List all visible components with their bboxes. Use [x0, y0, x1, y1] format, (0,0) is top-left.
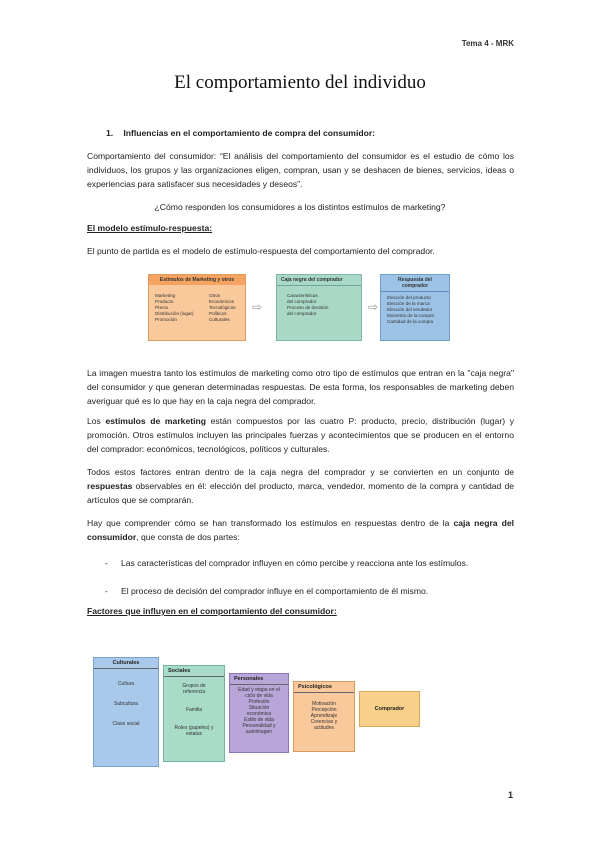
stimuli-col1-item: Promoción — [155, 317, 177, 322]
paragraph-start: El punto de partida es el modelo de estímulo-respuesta del comportamiento del comprador. — [87, 246, 435, 256]
text-run: Los — [87, 416, 106, 426]
factors-diagram — [93, 655, 423, 770]
response-items — [387, 295, 434, 325]
paragraph-factores — [87, 465, 514, 507]
paragraph-imagen: La imagen muestra tanto los estímulos de marketing como otro tipo de estímulos que entran en la "caja negra" del consumidor y que generan determinadas respuestas. De esta forma, los responsables de marketing deben averiguar qué es lo que hay en la caja negra del comprador. — [87, 368, 514, 406]
psicologicos-box — [293, 681, 355, 752]
culturales-item: Clase social — [112, 721, 140, 727]
bold-term: estímulos de marketing — [105, 416, 206, 426]
list-item — [87, 556, 514, 570]
blackbox-item: del comprador — [287, 299, 317, 304]
response-item: Cantidad de la compra — [387, 319, 434, 324]
page-title: El comportamiento del individuo — [174, 72, 426, 93]
stimuli-col1 — [155, 293, 194, 323]
section-heading — [106, 128, 375, 138]
list-item-text: El proceso de decisión del comprador influye en el comportamiento de él mismo. — [121, 586, 429, 596]
subheading-factors: Factores que influyen en el comportamiento del consumidor: — [87, 606, 337, 616]
stimuli-col1-item: Distribución (lugar) — [155, 311, 194, 316]
comprador-title: Comprador — [374, 706, 405, 712]
stimuli-col2-item: Económicos — [209, 299, 235, 304]
psicologicos-item: Motivación — [312, 701, 336, 707]
section-number: 1. — [106, 128, 114, 138]
stimuli-box — [148, 274, 246, 341]
bold-term: respuestas — [87, 481, 133, 491]
question-line: ¿Cómo responden los consumidores a los distintos estímulos de marketing? — [154, 202, 446, 212]
response-box — [380, 274, 450, 341]
response-title: Respuesta del comprador — [381, 275, 449, 292]
culturales-item: Cultura — [117, 681, 135, 687]
header-tag: Tema 4 - MRK — [461, 39, 514, 48]
response-item: Momento de la compra — [387, 313, 434, 318]
personales-item: Estilo de vida — [244, 717, 274, 723]
personales-item: Edad y etapa en el ciclo de vida — [238, 687, 280, 699]
response-item: Elección del producto — [387, 295, 431, 300]
stimuli-col1-item: Precio — [155, 305, 169, 310]
blackbox-items — [287, 293, 328, 317]
stimuli-col2-item: Tecnológicos — [209, 305, 236, 310]
comprador-box — [359, 691, 420, 727]
culturales-item: Subcultura — [114, 701, 138, 707]
page-number: 1 — [507, 790, 513, 800]
stimuli-col1-head: Marketing — [155, 293, 176, 298]
stimulus-response-diagram — [148, 274, 468, 344]
sociales-title: Sociales — [164, 666, 224, 677]
psicologicos-title: Psicológicos — [294, 682, 354, 693]
psicologicos-item: Creencias y actitudes — [310, 719, 338, 731]
blackbox-title: Caja negra del comprador — [277, 275, 361, 286]
sociales-box — [163, 665, 225, 762]
blackbox-box — [276, 274, 362, 341]
text-run: observables en él: elección del producto, marca, vendedor, momento de la compra y cantidad de artículos que se comprarán. — [87, 481, 514, 505]
section-label: Influencias en el comportamiento de compra del consumidor: — [123, 128, 376, 138]
stimuli-col2 — [209, 293, 236, 323]
stimuli-col2-head: Otros — [209, 293, 221, 298]
list-item — [87, 584, 514, 598]
sociales-item: Familia — [185, 707, 203, 713]
bullet-dash: - — [105, 586, 108, 596]
personales-item: Profesión — [248, 699, 270, 705]
response-item: Elección del vendedor — [387, 307, 433, 312]
text-run: Hay que comprender cómo se han transformado los estímulos en respuestas dentro de la — [87, 518, 454, 528]
text-run: Todos estos factores entran dentro de la caja negra del comprador y se convierten en un conjunto de — [87, 467, 514, 477]
psicologicos-item: Percepción — [311, 707, 337, 713]
blackbox-item: Características — [287, 293, 318, 298]
response-item: Elección de la marca — [387, 301, 430, 306]
personales-item: Personalidad y autoimagen — [242, 723, 276, 735]
sociales-item: Grupos de referencia — [182, 683, 206, 695]
culturales-box — [93, 657, 159, 767]
psicologicos-item: Aprendizaje — [310, 713, 338, 719]
blackbox-item: del comprador — [287, 311, 317, 316]
bold-term: caja negra del consumidor — [87, 518, 514, 542]
stimuli-col2-item: Culturales — [209, 317, 230, 322]
stimuli-col2-item: Políticos — [209, 311, 227, 316]
paragraph-estimulos — [87, 414, 514, 456]
bullet-dash: - — [105, 558, 108, 568]
paragraph-transform — [87, 516, 514, 544]
personales-box — [229, 673, 289, 753]
sociales-item: Roles (papeles) y estatus — [174, 725, 214, 737]
text-run: , que consta de dos partes: — [136, 532, 240, 542]
personales-title: Personales — [230, 674, 288, 685]
list-item-text: Las características del comprador influyen en cómo percibe y reacciona ante los estímulos. — [121, 558, 469, 568]
arrow-right-icon: ⇨ — [252, 300, 263, 314]
text-run: están compuestos por las cuatro P: producto, precio, distribución (lugar) y promoción. Otros estímulos incluyen las principales fuerzas y acontecimientos que se producen en el entorno del comprador: económicos, tecnológicos, políticos y culturales. — [87, 416, 514, 454]
arrow-right-icon: ⇨ — [368, 300, 379, 314]
culturales-title: Culturales — [94, 658, 158, 669]
paragraph-definition: Comportamiento del consumidor: “El análisis del comportamiento del consumidor es el estudio de cómo los individuos, los grupos y las organizaciones eligen, compran, usan y se deshacen de bienes, servicios, ideas o experiencias para satisfacer sus necesidades y deseos”. — [87, 151, 514, 189]
subheading-model: El modelo estímulo-respuesta: — [87, 223, 213, 233]
stimuli-col1-item: Producto — [155, 299, 174, 304]
stimuli-title: Estímulos de Marketing y otros — [149, 275, 245, 285]
blackbox-item: Proceso de decisión — [287, 305, 329, 310]
personales-item: Situación económica — [246, 705, 272, 717]
